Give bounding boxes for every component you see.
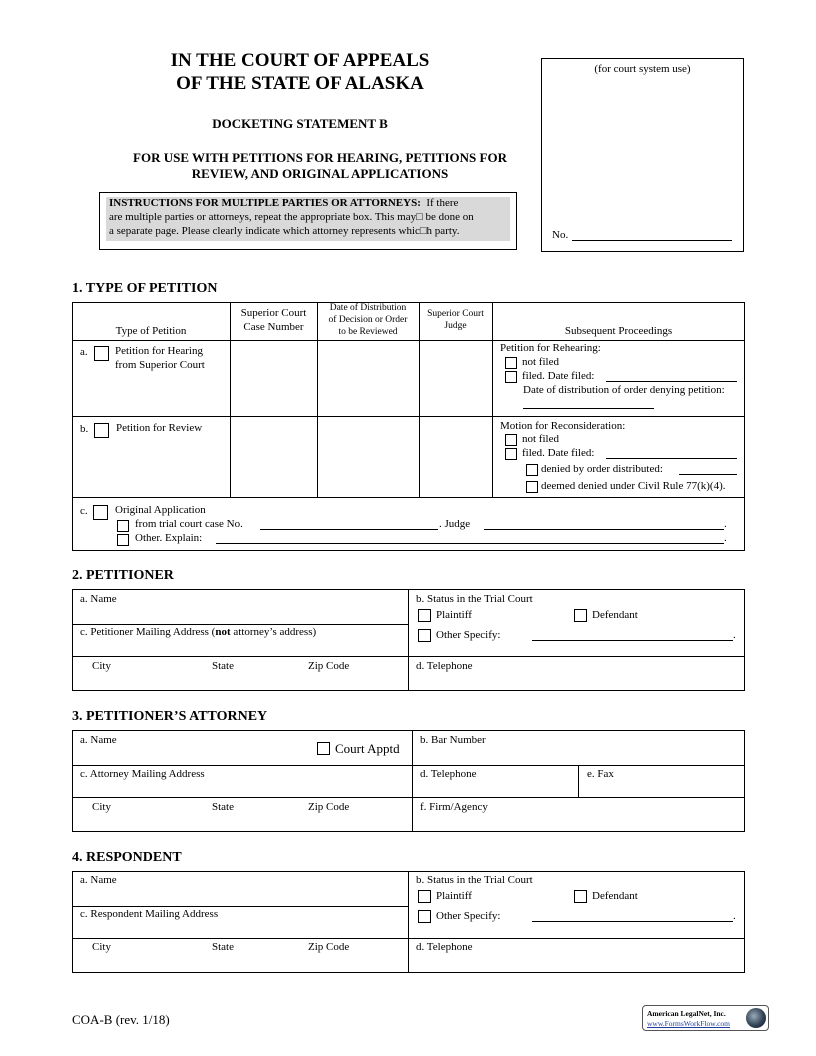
rehearing-filed-checkbox[interactable] <box>505 371 517 383</box>
col-date-header-1: Date of Distribution <box>329 303 407 313</box>
row-b-letter: b. <box>80 423 89 435</box>
court-title-line2: OF THE STATE OF ALASKA <box>176 73 424 94</box>
respondent-other-checkbox[interactable] <box>418 910 431 923</box>
respondent-other-field[interactable] <box>532 921 733 922</box>
trial-case-number-field[interactable] <box>260 529 438 530</box>
petitioner-other-field[interactable] <box>532 640 733 641</box>
respondent-city-label: City <box>92 941 111 953</box>
reconsideration-not-filed-label: not filed <box>522 433 559 445</box>
denied-order-date-field[interactable] <box>679 474 737 475</box>
denied-order-checkbox[interactable] <box>526 464 538 476</box>
respondent-name-label: a. Name <box>80 874 117 886</box>
row-b-label: Petition for Review <box>116 422 203 434</box>
col-judge-header-1: Superior Court <box>427 309 484 319</box>
petitioner-telephone-label: d. Telephone <box>416 660 473 672</box>
other-explain-checkbox[interactable] <box>117 534 129 546</box>
respondent-plaintiff-checkbox[interactable] <box>418 890 431 903</box>
petitioner-other-label: Other Specify: <box>436 629 501 641</box>
petitioner-mailing-not: not <box>215 626 231 638</box>
respondent-row-divider-1 <box>72 906 409 907</box>
date-denying-label: Date of distribution of order denying petition: <box>523 384 725 396</box>
court-use-label: (for court system use) <box>594 63 691 75</box>
petitioner-plaintiff-label: Plaintiff <box>436 609 472 621</box>
reconsideration-not-filed-checkbox[interactable] <box>505 434 517 446</box>
instructions-box <box>99 192 517 250</box>
petitioner-mailing-pre: c. Petitioner Mailing Address ( <box>80 626 216 638</box>
attorney-fax-label: e. Fax <box>587 768 614 780</box>
respondent-defendant-checkbox[interactable] <box>574 890 587 903</box>
col-judge-header-2: Judge <box>444 321 467 331</box>
denied-order-label: denied by order distributed: <box>541 463 663 475</box>
form-id: COA-B (rev. 1/18) <box>72 1012 170 1027</box>
attorney-zip-label: Zip Code <box>308 801 350 813</box>
bar-number-label: b. Bar Number <box>420 734 486 746</box>
rehearing-title: Petition for Rehearing: <box>500 342 601 354</box>
rehearing-filed-label: filed. Date filed: <box>522 370 595 382</box>
logo-box[interactable] <box>642 1005 769 1031</box>
petitioner-name-label: a. Name <box>80 593 117 605</box>
respondent-other-period: . <box>733 910 736 922</box>
reconsideration-title: Motion for Reconsideration: <box>500 420 626 432</box>
section3-title: 3. PETITIONER’S ATTORNEY <box>72 709 268 724</box>
court-apptd-label: Court Apptd <box>335 741 400 756</box>
petition-hearing-checkbox[interactable] <box>94 346 109 361</box>
logo-line2: www.FormsWorkFlow.com <box>647 1019 731 1028</box>
court-use-no-field[interactable] <box>572 240 732 241</box>
attorney-telephone-label: d. Telephone <box>420 768 477 780</box>
row-a-letter: a. <box>80 346 88 358</box>
rehearing-not-filed-checkbox[interactable] <box>505 357 517 369</box>
col-subsequent-header: Subsequent Proceedings <box>564 325 673 337</box>
respondent-plaintiff-label: Plaintiff <box>436 890 472 902</box>
attorney-row-divider-1 <box>72 765 745 766</box>
respondent-defendant-label: Defendant <box>592 890 638 902</box>
petitioner-zip-label: Zip Code <box>308 660 350 672</box>
instructions-line1-rest: If there <box>426 197 459 209</box>
col-date-header-3: to be Reviewed <box>338 327 398 337</box>
petitioner-row-divider-2 <box>72 656 745 657</box>
attorney-name-label: a. Name <box>80 734 117 746</box>
petitioner-state-label: State <box>212 660 234 672</box>
section4-title: 4. RESPONDENT <box>72 850 182 865</box>
respondent-mailing-label: c. Respondent Mailing Address <box>80 908 219 920</box>
section2-title: 2. PETITIONER <box>72 568 174 583</box>
logo-line1: American LegalNet, Inc. <box>647 1009 726 1018</box>
col-case-header-1: Superior Court <box>240 307 307 319</box>
attorney-city-label: City <box>92 801 111 813</box>
col-date-header-2: of Decision or Order <box>328 315 408 325</box>
respondent-row-divider-2 <box>72 938 745 939</box>
instructions-heading: INSTRUCTIONS FOR MULTIPLE PARTIES OR ATTORNEYS: <box>109 197 421 209</box>
court-use-box <box>541 58 744 252</box>
petitioner-defendant-label: Defendant <box>592 609 638 621</box>
petitioner-status-label: b. Status in the Trial Court <box>416 593 533 605</box>
section1-title: 1. TYPE OF PETITION <box>72 281 218 296</box>
col-divider-3 <box>419 302 420 498</box>
petitioner-mailing-label <box>80 626 316 638</box>
petition-review-checkbox[interactable] <box>94 423 109 438</box>
reconsideration-filed-label: filed. Date filed: <box>522 447 595 459</box>
deemed-denied-checkbox[interactable] <box>526 481 538 493</box>
reconsideration-date-field[interactable] <box>606 458 737 459</box>
use-line1: FOR USE WITH PETITIONS FOR HEARING, PETITIONS FOR <box>133 150 507 165</box>
petitioner-mailing-post: attorney’s address) <box>230 626 317 638</box>
judge-label: . Judge <box>439 518 471 530</box>
respondent-status-label: b. Status in the Trial Court <box>416 874 533 886</box>
from-trial-checkbox[interactable] <box>117 520 129 532</box>
petitioner-city-label: City <box>92 660 111 672</box>
attorney-row-divider-2 <box>72 797 745 798</box>
date-denying-field[interactable] <box>523 408 654 409</box>
row-a-label-2: from Superior Court <box>115 359 205 371</box>
original-application-checkbox[interactable] <box>93 505 108 520</box>
respondent-zip-label: Zip Code <box>308 941 350 953</box>
court-title-line1: IN THE COURT OF APPEALS <box>170 50 430 71</box>
col-type-header: Type of Petition <box>115 325 187 337</box>
col-case-header-2: Case Number <box>243 321 304 333</box>
use-line2: REVIEW, AND ORIGINAL APPLICATIONS <box>191 166 449 181</box>
row-c-letter: c. <box>80 505 88 517</box>
petitioner-other-checkbox[interactable] <box>418 629 431 642</box>
attorney-mailing-label: c. Attorney Mailing Address <box>80 768 205 780</box>
instructions-line2: are multiple parties or attorneys, repeat the appropriate box. This may□ be done on <box>109 211 474 223</box>
row-divider-header <box>72 340 745 341</box>
attorney-fax-divider <box>578 765 579 798</box>
petitioner-col-divider <box>408 589 409 691</box>
respondent-state-label: State <box>212 941 234 953</box>
rehearing-date-field[interactable] <box>606 381 737 382</box>
other-explain-period: . <box>724 532 727 544</box>
trial-judge-field[interactable] <box>484 529 724 530</box>
court-use-no-label: No. <box>552 229 569 241</box>
deemed-denied-label: deemed denied under Civil Rule 77(k)(4). <box>541 480 726 492</box>
instructions-line1 <box>109 197 458 209</box>
row-divider-a <box>72 416 745 417</box>
other-explain-field[interactable] <box>216 543 724 544</box>
respondent-other-label: Other Specify: <box>436 910 501 922</box>
reconsideration-filed-checkbox[interactable] <box>505 448 517 460</box>
rehearing-not-filed-label: not filed <box>522 356 559 368</box>
petitioner-other-period: . <box>733 629 736 641</box>
globe-icon <box>746 1008 766 1028</box>
firm-agency-label: f. Firm/Agency <box>420 801 488 813</box>
other-explain-label: Other. Explain: <box>135 532 203 544</box>
respondent-telephone-label: d. Telephone <box>416 941 473 953</box>
row-a-label-1: Petition for Hearing <box>115 345 203 357</box>
statement-title: DOCKETING STATEMENT B <box>212 116 388 131</box>
petitioner-row-divider-1 <box>72 624 409 625</box>
from-trial-label: from trial court case No. <box>135 518 243 530</box>
row-c-label: Original Application <box>115 504 206 516</box>
attorney-col-divider <box>412 730 413 832</box>
attorney-state-label: State <box>212 801 234 813</box>
trial-judge-period: . <box>724 518 727 530</box>
court-apptd-checkbox[interactable] <box>317 742 330 755</box>
instructions-line3: a separate page. Please clearly indicate which attorney represents whic□h party. <box>109 225 460 237</box>
petitioner-defendant-checkbox[interactable] <box>574 609 587 622</box>
row-divider-b <box>72 497 745 498</box>
attorney-table <box>72 730 745 832</box>
respondent-col-divider <box>408 871 409 973</box>
petitioner-plaintiff-checkbox[interactable] <box>418 609 431 622</box>
